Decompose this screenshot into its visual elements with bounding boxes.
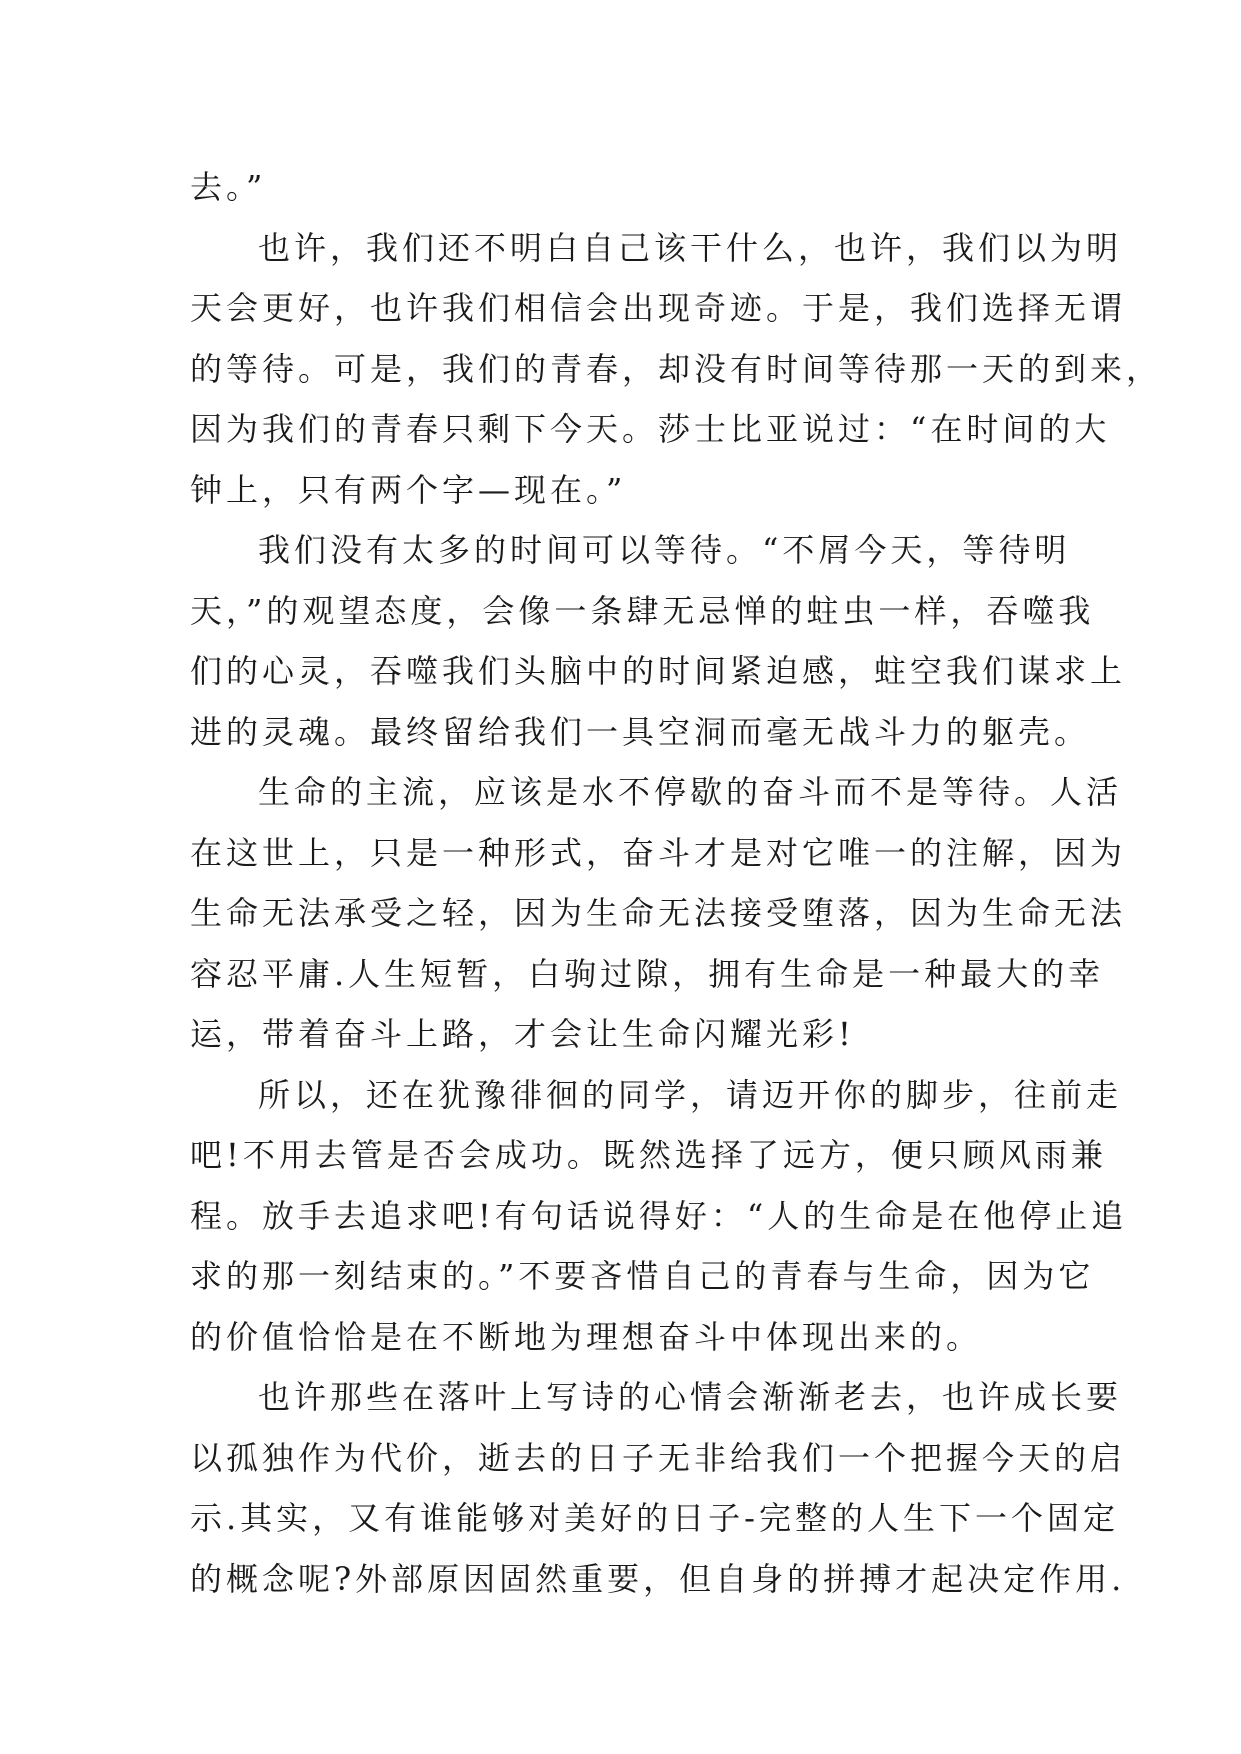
paragraph-first-line: 所以，还在犹豫徘徊的同学，请迈开你的脚步，往前走 xyxy=(258,1075,1123,1114)
text-line: 吧!不用去管是否会成功。既然选择了远方，便只顾风雨兼 xyxy=(190,1136,1107,1174)
text-line: 生命无法承受之轻，因为生命无法接受堕落，因为生命无法 xyxy=(190,894,1127,932)
text-line: 运，带着奋斗上路，才会让生命闪耀光彩! xyxy=(190,1015,855,1053)
paragraph-first-line: 也许，我们还不明白自己该干什么，也许，我们以为明 xyxy=(258,228,1123,267)
paragraph-first-line: 也许那些在落叶上写诗的心情会渐渐老去，也许成长要 xyxy=(258,1378,1123,1416)
text-line: 们的心灵，吞噬我们头脑中的时间紧迫感，蛀空我们谋求上 xyxy=(190,652,1127,690)
text-line: 钟上，只有两个字—现在。” xyxy=(190,470,627,509)
text-line: 的价值恰恰是在不断地为理想奋斗中体现出来的。 xyxy=(190,1317,983,1356)
text-line: 在这世上，只是一种形式，奋斗才是对它唯一的注解，因为 xyxy=(190,833,1127,872)
paragraph-first-line: 生命的主流，应该是水不停歇的奋斗而不是等待。人活 xyxy=(258,773,1123,811)
text-line: 进的灵魂。最终留给我们一具空洞而毫无战斗力的躯壳。 xyxy=(190,712,1091,751)
text-line: 去。” xyxy=(190,168,267,206)
text-line: 因为我们的青春只剩下今天。莎士比亚说过：“在时间的大 xyxy=(190,410,1111,448)
essay-body xyxy=(190,157,1163,1609)
text-line: 程。放手去追求吧!有句话说得好：“人的生命是在他停止追 xyxy=(190,1196,1128,1235)
paragraph-first-line: 我们没有太多的时间可以等待。“不屑今天，等待明 xyxy=(258,531,1071,569)
text-line: 示.其实，又有谁能够对美好的日子-完整的人生下一个固定 xyxy=(190,1499,1119,1537)
text-line: 以孤独作为代价，逝去的日子无非给我们一个把握今天的启 xyxy=(190,1438,1127,1477)
text-line: 求的那一刻结束的。”不要吝惜自己的青春与生命，因为它 xyxy=(190,1257,1095,1295)
text-line: 的等待。可是，我们的青春，却没有时间等待那一天的到来， xyxy=(190,349,1163,388)
text-line: 的概念呢?外部原因固然重要，但自身的拼搏才起决定作用. xyxy=(190,1559,1126,1598)
text-line: 天会更好，也许我们相信会出现奇迹。于是，我们选择无谓 xyxy=(190,289,1127,327)
text-line: 容忍平庸.人生短暂，白驹过隙，拥有生命是一种最大的幸 xyxy=(190,954,1105,993)
text-line: 天，”的观望态度，会像一条肆无忌惮的蛀虫一样，吞噬我 xyxy=(190,591,1095,630)
